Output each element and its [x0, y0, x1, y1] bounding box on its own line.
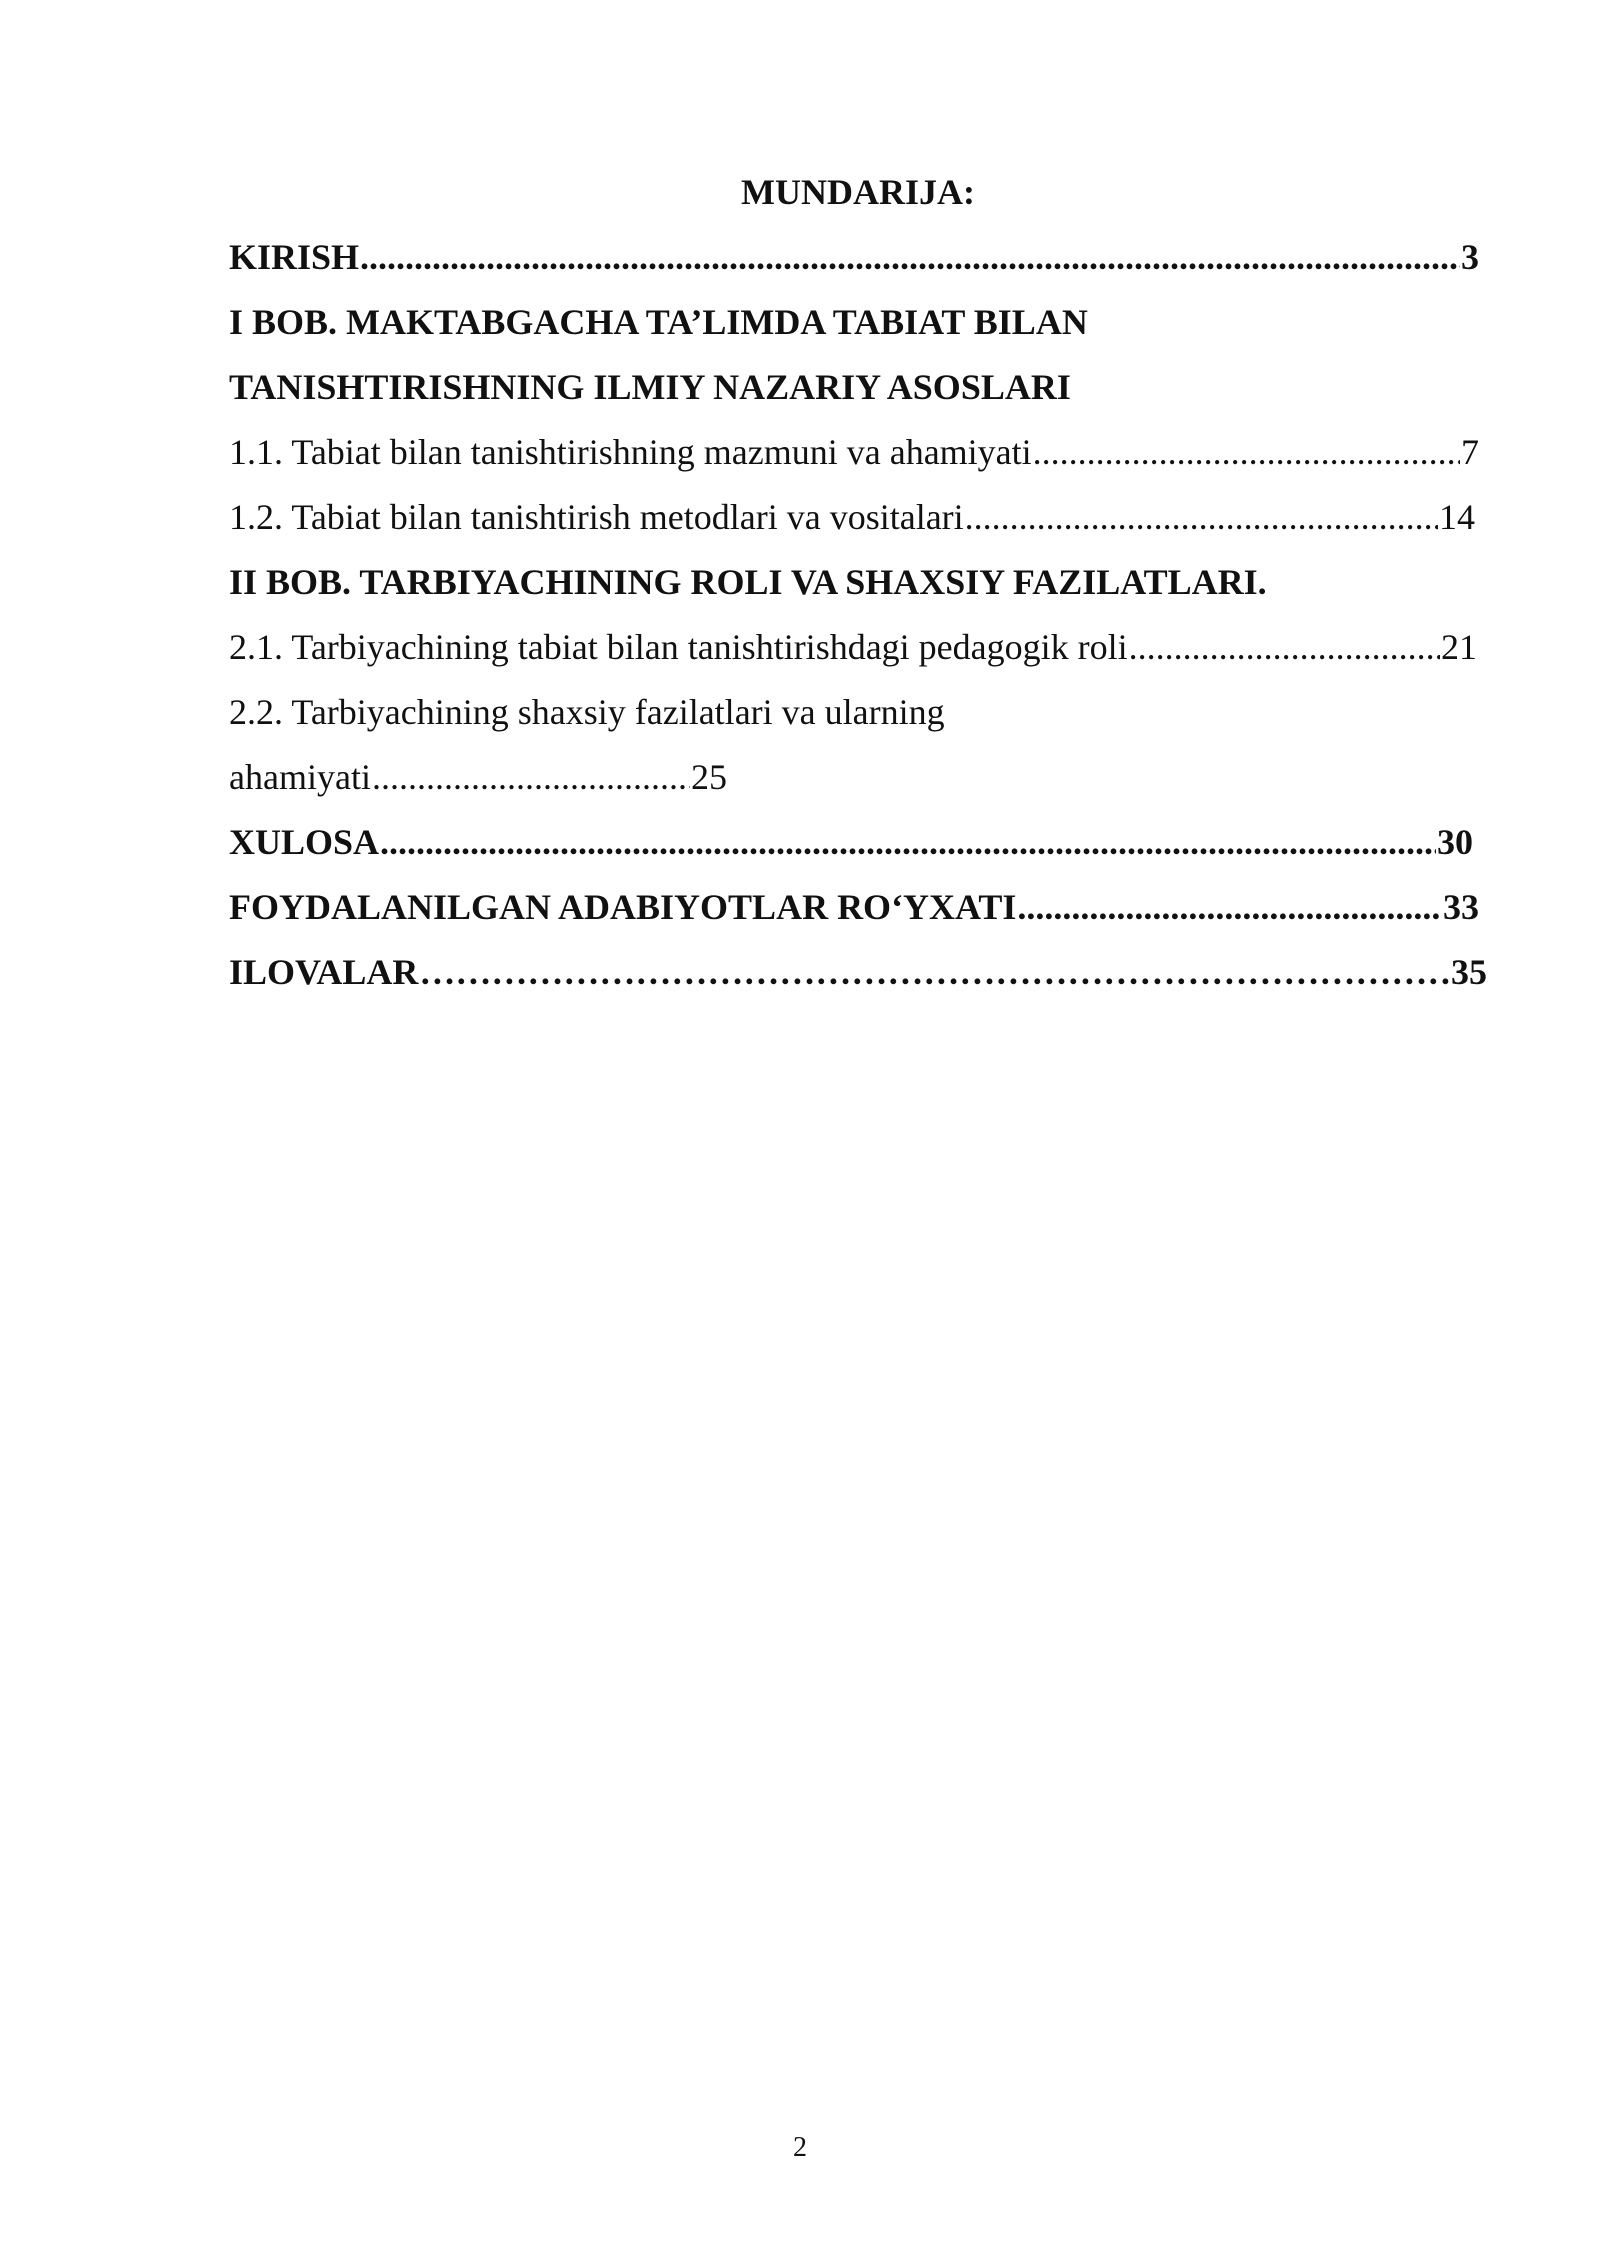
toc-leader-dots	[380, 810, 1436, 875]
toc-leader-dots	[372, 745, 690, 810]
toc-entry-label: II BOB. TARBIYACHINING ROLI VA SHAXSIY FAZILATLARI.	[229, 562, 1267, 602]
toc-entry-label: KIRISH	[229, 237, 360, 277]
toc-entry-page: 35	[1451, 952, 1487, 992]
toc-entry-label: ILOVALAR	[229, 952, 419, 992]
toc-leader-dots	[1017, 875, 1442, 940]
toc-entry-label: 1.1. Tabiat bilan tanishtirishning mazmuni va ahamiyati	[229, 432, 1032, 472]
toc-entry-page: 14	[1439, 497, 1475, 537]
toc-chapter-1-heading-line1[interactable]	[229, 290, 1487, 355]
toc-entry-page: 25	[690, 757, 727, 797]
toc-leader-dots	[1129, 615, 1440, 680]
toc-entry-page: 3	[1461, 237, 1479, 277]
toc-entry-xulosa[interactable]	[229, 810, 1473, 875]
toc-title: MUNDARIJA:	[741, 172, 975, 212]
toc-entry-ilovalar[interactable]	[229, 940, 1487, 1005]
toc-entry-label: ahamiyati	[229, 757, 371, 797]
toc-entry-page: 33	[1443, 887, 1479, 927]
toc-entry-label: TANISHTIRISHNING ILMIY NAZARIY ASOSLARI	[229, 367, 1071, 407]
toc-entry-page: 7	[1461, 432, 1479, 472]
page-number: 2	[793, 2132, 807, 2163]
toc-entry-2-2-line1[interactable]	[229, 680, 1487, 745]
toc-entry-label: FOYDALANILGAN ADABIYOTLAR RO‘YXATI	[229, 887, 1017, 927]
table-of-contents	[229, 160, 1487, 1005]
toc-entry-kirish[interactable]	[229, 225, 1479, 290]
toc-entry-label: 2.1. Tarbiyachining tabiat bilan tanishtirishdagi pedagogik roli	[229, 627, 1128, 667]
toc-chapter-1-heading-line2[interactable]	[229, 355, 1487, 420]
toc-entry-2-2-line2[interactable]	[229, 745, 1487, 810]
toc-entry-1-1[interactable]	[229, 420, 1479, 485]
toc-entry-page: 21	[1441, 627, 1477, 667]
toc-entry-adabiyotlar[interactable]	[229, 875, 1479, 940]
toc-leader-ellipsis	[419, 940, 1450, 1005]
toc-entry-label: XULOSA	[229, 822, 380, 862]
toc-entry-2-1[interactable]	[229, 615, 1477, 680]
toc-chapter-2-heading[interactable]	[229, 550, 1487, 615]
toc-entry-label: I BOB. MAKTABGACHA TA’LIMDA TABIAT BILAN	[229, 302, 1088, 342]
toc-entry-1-2[interactable]	[229, 485, 1475, 550]
toc-leader-dots	[360, 225, 1460, 290]
toc-leader-dots	[1033, 420, 1460, 485]
toc-entry-page: 30	[1437, 822, 1473, 862]
toc-entry-label: 2.2. Tarbiyachining shaxsiy fazilatlari va ularning	[229, 692, 945, 732]
toc-entry-label: 1.2. Tabiat bilan tanishtirish metodlari va vositalari	[229, 497, 964, 537]
toc-leader-dots	[965, 485, 1438, 550]
